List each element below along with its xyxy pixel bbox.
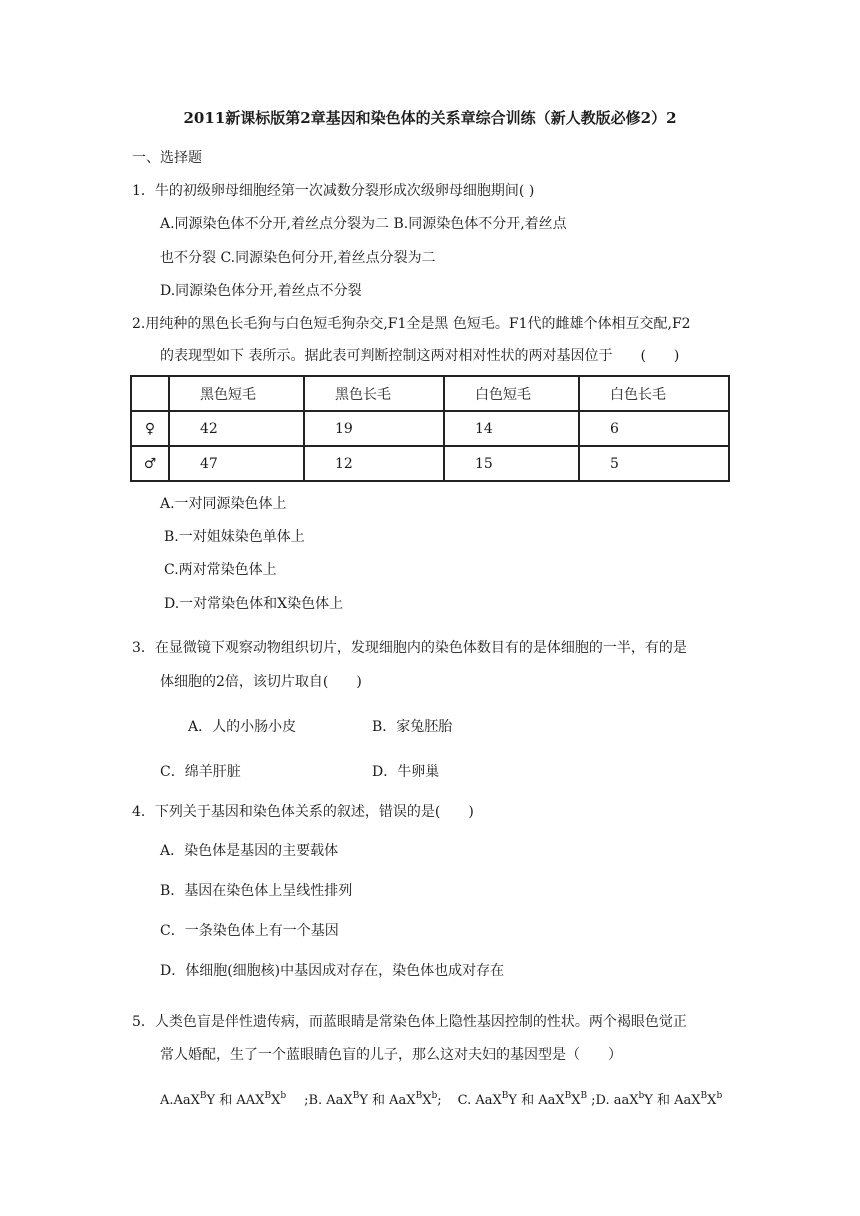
question-5-option-c: C. AaX$^B$Y 和 $AaX^BX^B$ bbox=[457, 1091, 588, 1108]
question-3-option-a: A．人的小肠小皮 bbox=[188, 719, 297, 735]
question-5-options bbox=[160, 1086, 722, 1111]
table-header-cell bbox=[131, 376, 169, 411]
question-5-option-d: ;D. aaX$^b$Y 和 $AaX^BX^b$ bbox=[591, 1091, 723, 1108]
table-cell: 14 bbox=[444, 411, 579, 446]
question-5-stem-line-1: 5．人类色盲是伴性遗传病，而蓝眼睛是常染色体上隐性基因控制的性状。两个褐眼色觉正 bbox=[132, 1014, 687, 1030]
question-4-option-a: A．染色体是基因的主要载体 bbox=[160, 843, 339, 859]
question-1-options-line-2: 也不分裂 C.同源染色何分开,着丝点分裂为二 bbox=[160, 250, 436, 266]
question-3-option-d: D．牛卵巢 bbox=[372, 764, 440, 780]
question-3-stem-line-1: 3．在显微镜下观察动物组织切片，发现细胞内的染色体数目有的是体细胞的一半，有的是 bbox=[132, 640, 687, 656]
section-heading: 一、选择题 bbox=[132, 150, 202, 166]
male-symbol: ♂ bbox=[131, 446, 169, 481]
question-2-option-d: D.一对常染色体和X染色体上 bbox=[164, 596, 344, 612]
question-2-stem-line-1: 2.用纯种的黑色长毛狗与白色短毛狗杂交,F1全是黑 色短毛。F1代的雌雄个体相互交配,F2 bbox=[132, 316, 691, 332]
table-header-cell: 白色长毛 bbox=[579, 376, 729, 411]
phenotype-table bbox=[130, 375, 730, 482]
question-3-option-c: C．绵羊肝脏 bbox=[160, 764, 241, 780]
table-header-cell: 白色短毛 bbox=[444, 376, 579, 411]
table-cell: 42 bbox=[169, 411, 304, 446]
table-cell: 6 bbox=[579, 411, 729, 446]
question-5-option-a: A.AaX$^B$Y 和 $AAX^BX^b$ bbox=[160, 1091, 287, 1108]
question-4-option-c: C．一条染色体上有一个基因 bbox=[160, 923, 339, 939]
female-symbol: ♀ bbox=[131, 411, 169, 446]
table-cell: 5 bbox=[579, 446, 729, 481]
question-1-option-d: D.同源染色体分开,着丝点不分裂 bbox=[160, 283, 362, 299]
question-4-stem: 4．下列关于基因和染色体关系的叙述，错误的是( ) bbox=[132, 804, 474, 820]
question-4-option-d: D．体细胞(细胞核)中基因成对存在，染色体也成对存在 bbox=[160, 963, 505, 979]
question-1-stem: 1．牛的初级卵母细胞经第一次减数分裂形成次级卵母细胞期间( ) bbox=[132, 183, 535, 199]
table-header-row bbox=[131, 376, 729, 411]
table-row bbox=[131, 411, 729, 446]
question-3-stem-line-2: 体细胞的2倍，该切片取自( ) bbox=[160, 674, 362, 690]
question-1-options-line-1: A.同源染色体不分开,着丝点分裂为二 B.同源染色体不分开,着丝点 bbox=[160, 216, 567, 232]
table-header-cell: 黑色长毛 bbox=[304, 376, 444, 411]
question-5-stem-line-2: 常人婚配，生了一个蓝眼睛色盲的儿子，那么这对夫妇的基因型是（ ） bbox=[160, 1047, 622, 1063]
document-title: 2011新课标版第2章基因和染色体的关系章综合训练（新人教版必修2）2 bbox=[183, 109, 677, 127]
question-2-option-a: A.一对同源染色体上 bbox=[160, 496, 287, 512]
table-cell: 19 bbox=[304, 411, 444, 446]
table-row bbox=[131, 446, 729, 481]
table-cell: 15 bbox=[444, 446, 579, 481]
question-5-option-b: ;B. AaX$^B$Y 和 $AaX^BX^b$; bbox=[304, 1091, 442, 1108]
question-2-option-c: C.两对常染色体上 bbox=[164, 562, 277, 578]
table-cell: 47 bbox=[169, 446, 304, 481]
question-3-option-b: B．家兔胚胎 bbox=[372, 719, 453, 735]
table-cell: 12 bbox=[304, 446, 444, 481]
table-header-cell: 黑色短毛 bbox=[169, 376, 304, 411]
question-4-option-b: B．基因在染色体上呈线性排列 bbox=[160, 883, 353, 899]
question-2-stem-line-2: 的表现型如下 表所示。据此表可判断控制这两对相对性状的两对基因位于 ( ) bbox=[160, 348, 680, 364]
question-2-option-b: B.一对姐妹染色单体上 bbox=[164, 529, 305, 545]
